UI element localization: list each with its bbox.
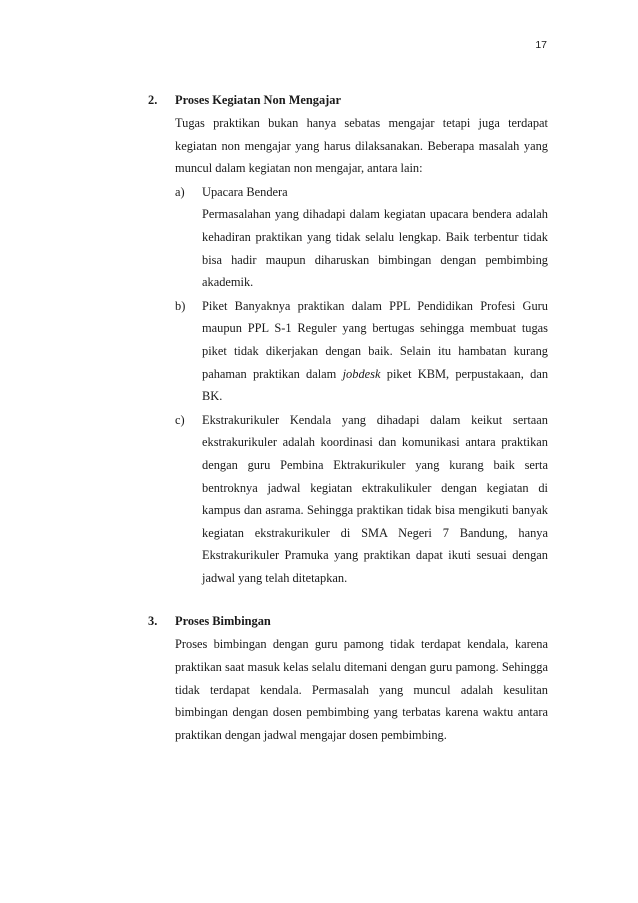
section-title: Proses Bimbingan <box>175 613 271 628</box>
list-marker: a) <box>175 184 185 199</box>
list-item-extracurricular <box>175 409 548 590</box>
section-intro: Tugas praktikan bukan hanya sebatas mengajar tetapi juga terdapat kegiatan non mengajar yang harus dilaksanakan. Beberapa masalah yang muncul dalam kegiatan non mengajar, antara lain: <box>175 116 548 176</box>
list-item-content <box>202 295 548 408</box>
section-guidance <box>148 611 548 746</box>
section-title: Proses Kegiatan Non Mengajar <box>175 92 341 107</box>
section-number: 2. <box>148 92 158 107</box>
list-item-tail: piket KBM, perpustakaan, dan BK. <box>202 366 549 404</box>
list-item-lead: Piket Banyaknya praktikan dalam PPL Pendidikan Profesi Guru maupun PPL S-1 Reguler yang bertugas sehingga membuat tugas piket tidak dikerjakan dengan baik. Selain itu hambatan kurang pahaman praktikan dalam <box>202 298 548 381</box>
list-marker: c) <box>175 412 185 427</box>
section-heading <box>148 90 548 110</box>
section-non-teaching <box>148 90 548 589</box>
section-spacer <box>148 589 548 611</box>
list-item-title: Upacara Bendera <box>202 184 288 199</box>
list-item-content <box>202 409 548 590</box>
list-marker: b) <box>175 298 186 313</box>
list-item-text: Permasalahan yang dihadapi dalam kegiatan upacara bendera adalah kehadiran praktikan yang tidak selalu lengkap. Baik terbentur tidak bisa hadir maupun diharuskan bimbingan dengan pembimbing akademik. <box>202 207 548 290</box>
section-body <box>175 633 548 746</box>
list-item-content <box>202 181 548 294</box>
list-item-text <box>202 295 548 408</box>
section-heading <box>148 611 548 631</box>
section-text: Proses bimbingan dengan guru pamong tidak terdapat kendala, karena praktikan saat masuk kelas selalu ditemani dengan guru pamong. Sehingga tidak terdapat kendala. Permasalah yang muncul adalah kesulitan bimbingan dengan dosen pembimbing yang terbatas karena waktu antara praktikan dengan jadwal mengajar dosen pembimbing. <box>175 637 548 742</box>
list-item-flag-ceremony <box>175 181 548 294</box>
list-item-duty <box>175 295 548 408</box>
list-item-text: Ekstrakurikuler Kendala yang dihadapi dalam keikut sertaan ekstrakurikuler adalah koordinasi dan komunikasi antara praktikan dengan guru Pembina Ektrakurikuler yang kurang baik serta bentroknya jadwal kegiatan ektrakulikuler dengan kegiatan di kampus dan asrama. Sehingga praktikan tidak bisa mengikuti banyak kegiatan ekstrakurikuler di SMA Negeri 7 Bandung, hanya Ekstrakurikuler Pramuka yang praktikan dapat ikuti sesuai dengan jadwal yang telah ditetapkan. <box>202 412 548 585</box>
document-body <box>148 90 548 746</box>
section-body <box>175 112 548 589</box>
section-number: 3. <box>148 613 158 628</box>
italic-term: jobdesk <box>342 366 381 381</box>
page-number: 17 <box>535 39 547 51</box>
